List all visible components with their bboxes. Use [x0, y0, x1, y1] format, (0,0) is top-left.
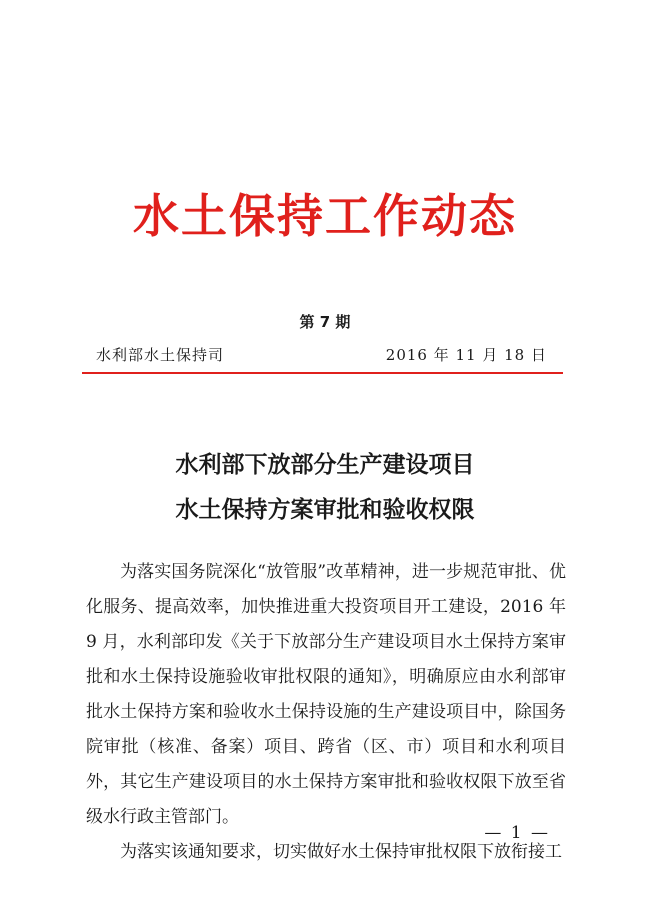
- department-name: 水利部水土保持司: [96, 346, 225, 364]
- headline-line-2: 水土保持方案审批和验收权限: [175, 497, 475, 523]
- paragraph: 为落实国务院深化“放管服”改革精神，进一步规范审批、优化服务、提高效率，加快推进重大投资项目开工建设，2016 年 9 月，水利部印发《关于下放部分生产建设项目水土保持方案审批和水土保持设施验收审批权限的通知》，明确原应由水利部审批水土保持方案和验收水土保持设施的生产建设项目中，除国务院审批（核准、备案）项目、跨省（区、市）项目和水利项目外，其它生产建设项目的水土保持方案审批和验收权限下放至省级水行政主管部门。: [86, 562, 566, 827]
- page-number: — 1 —: [484, 823, 550, 843]
- paragraph: 为落实该通知要求，切实做好水土保持审批权限下放衔接工: [120, 842, 562, 862]
- issue-number: 第 7 期: [299, 313, 351, 331]
- masthead-title: 水土保持工作动态: [133, 189, 517, 243]
- headline-line-1: 水利部下放部分生产建设项目: [175, 452, 475, 478]
- issue-date: 2016 年 11 月 18 日: [385, 346, 547, 364]
- red-divider: [82, 372, 563, 374]
